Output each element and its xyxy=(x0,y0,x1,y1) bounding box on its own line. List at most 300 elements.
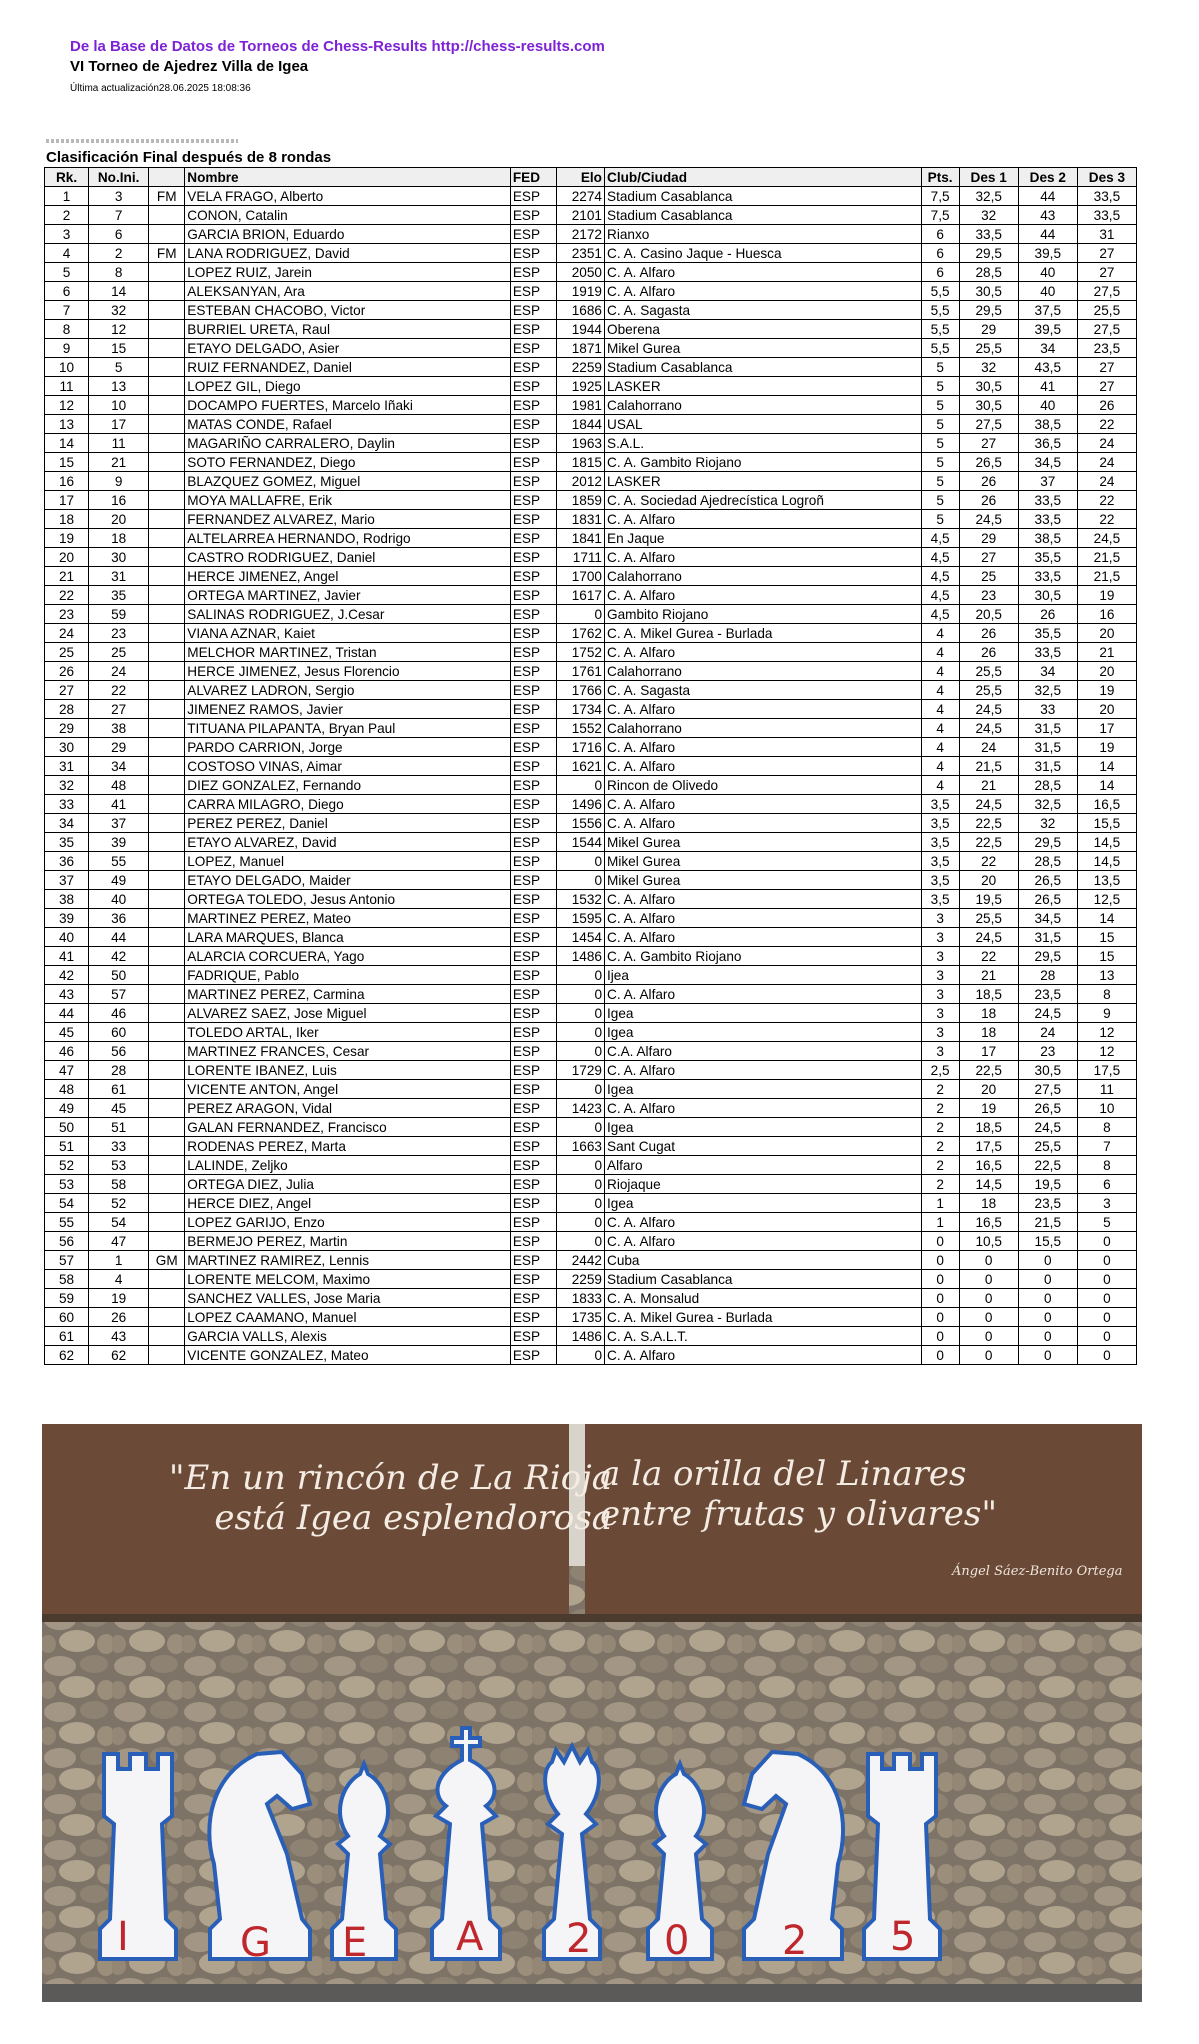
cell-points: 0 xyxy=(921,1308,959,1327)
cell-tb1: 29 xyxy=(959,320,1018,339)
table-row xyxy=(45,396,1137,415)
cell-tb3: 24,5 xyxy=(1077,529,1136,548)
cell-club: C. A. Alfaro xyxy=(605,795,922,814)
cell-start-no: 52 xyxy=(89,1194,149,1213)
cell-name: PEREZ PEREZ, Daniel xyxy=(185,814,511,833)
cell-name: VELA FRAGO, Alberto xyxy=(185,187,511,206)
cell-name: GALAN FERNANDEZ, Francisco xyxy=(185,1118,511,1137)
cell-tb3: 9 xyxy=(1077,1004,1136,1023)
cell-tb1: 30,5 xyxy=(959,282,1018,301)
cell-fed: ESP xyxy=(510,624,556,643)
cell-tb1: 26 xyxy=(959,643,1018,662)
cell-start-no: 58 xyxy=(89,1175,149,1194)
cell-points: 3 xyxy=(921,966,959,985)
cell-title xyxy=(149,852,185,871)
cell-name: COSTOSO VINAS, Aimar xyxy=(185,757,511,776)
cell-tb3: 21,5 xyxy=(1077,567,1136,586)
cell-fed: ESP xyxy=(510,1194,556,1213)
cell-rank: 45 xyxy=(45,1023,89,1042)
cell-title xyxy=(149,909,185,928)
cell-rank: 3 xyxy=(45,225,89,244)
cell-start-no: 57 xyxy=(89,985,149,1004)
cell-elo: 1981 xyxy=(556,396,604,415)
cell-tb3: 27,5 xyxy=(1077,282,1136,301)
standings-body xyxy=(45,187,1137,1365)
cell-tb2: 0 xyxy=(1018,1308,1077,1327)
cell-name: SOTO FERNANDEZ, Diego xyxy=(185,453,511,472)
cell-points: 0 xyxy=(921,1251,959,1270)
cell-tb2: 0 xyxy=(1018,1251,1077,1270)
cell-name: ORTEGA MARTINEZ, Javier xyxy=(185,586,511,605)
cell-tb1: 24,5 xyxy=(959,510,1018,529)
cell-name: LOPEZ RUIZ, Jarein xyxy=(185,263,511,282)
cell-tb1: 0 xyxy=(959,1289,1018,1308)
cell-tb1: 30,5 xyxy=(959,377,1018,396)
cell-club: Rincon de Olivedo xyxy=(605,776,922,795)
cell-start-no: 29 xyxy=(89,738,149,757)
cell-points: 4 xyxy=(921,624,959,643)
cell-elo: 2442 xyxy=(556,1251,604,1270)
cell-points: 0 xyxy=(921,1270,959,1289)
cell-start-no: 55 xyxy=(89,852,149,871)
col-tb3: Des 3 xyxy=(1077,168,1136,187)
cell-points: 0 xyxy=(921,1346,959,1365)
cell-start-no: 15 xyxy=(89,339,149,358)
cell-name: LANA RODRIGUEZ, David xyxy=(185,244,511,263)
cell-start-no: 59 xyxy=(89,605,149,624)
cell-start-no: 48 xyxy=(89,776,149,795)
cell-tb3: 13 xyxy=(1077,966,1136,985)
cell-club: LASKER xyxy=(605,377,922,396)
cell-name: LOPEZ CAAMANO, Manuel xyxy=(185,1308,511,1327)
cell-tb3: 19 xyxy=(1077,586,1136,605)
cell-elo: 1595 xyxy=(556,909,604,928)
cell-name: FERNANDEZ ALVAREZ, Mario xyxy=(185,510,511,529)
cell-start-no: 2 xyxy=(89,244,149,263)
cell-tb3: 0 xyxy=(1077,1251,1136,1270)
cell-name: ETAYO DELGADO, Asier xyxy=(185,339,511,358)
cell-tb3: 31 xyxy=(1077,225,1136,244)
cell-title xyxy=(149,1061,185,1080)
cell-tb3: 23,5 xyxy=(1077,339,1136,358)
letter-1: I xyxy=(117,1914,129,1960)
cell-fed: ESP xyxy=(510,966,556,985)
cell-rank: 6 xyxy=(45,282,89,301)
cell-club: Mikel Gurea xyxy=(605,339,922,358)
cell-rank: 62 xyxy=(45,1346,89,1365)
table-row xyxy=(45,1080,1137,1099)
table-row xyxy=(45,1194,1137,1213)
table-row xyxy=(45,966,1137,985)
cell-elo: 1919 xyxy=(556,282,604,301)
cell-elo: 1963 xyxy=(556,434,604,453)
table-row xyxy=(45,871,1137,890)
cell-tb2: 36,5 xyxy=(1018,434,1077,453)
cell-rank: 56 xyxy=(45,1232,89,1251)
table-row xyxy=(45,1099,1137,1118)
cell-tb1: 21 xyxy=(959,966,1018,985)
cell-name: MARTINEZ PEREZ, Mateo xyxy=(185,909,511,928)
cell-tb1: 21 xyxy=(959,776,1018,795)
cell-club: Stadium Casablanca xyxy=(605,206,922,225)
cell-club: C. A. Alfaro xyxy=(605,890,922,909)
table-row xyxy=(45,833,1137,852)
cell-fed: ESP xyxy=(510,681,556,700)
cell-tb2: 26 xyxy=(1018,605,1077,624)
cell-rank: 10 xyxy=(45,358,89,377)
cell-points: 3 xyxy=(921,1042,959,1061)
cell-title xyxy=(149,206,185,225)
cell-fed: ESP xyxy=(510,890,556,909)
cell-fed: ESP xyxy=(510,586,556,605)
cell-name: ETAYO DELGADO, Maider xyxy=(185,871,511,890)
cell-club: C. A. Sagasta xyxy=(605,681,922,700)
cell-tb3: 21 xyxy=(1077,643,1136,662)
cell-tb1: 26 xyxy=(959,624,1018,643)
cell-fed: ESP xyxy=(510,719,556,738)
cell-elo: 1663 xyxy=(556,1137,604,1156)
table-row xyxy=(45,491,1137,510)
cell-rank: 41 xyxy=(45,947,89,966)
cell-tb2: 30,5 xyxy=(1018,1061,1077,1080)
cell-tb1: 20 xyxy=(959,1080,1018,1099)
cell-elo: 0 xyxy=(556,1346,604,1365)
cell-tb2: 32 xyxy=(1018,814,1077,833)
cell-title xyxy=(149,985,185,1004)
cell-title xyxy=(149,567,185,586)
cell-tb3: 19 xyxy=(1077,738,1136,757)
cell-fed: ESP xyxy=(510,1099,556,1118)
cell-rank: 12 xyxy=(45,396,89,415)
cell-title xyxy=(149,453,185,472)
cell-rank: 1 xyxy=(45,187,89,206)
cell-title xyxy=(149,510,185,529)
cell-fed: ESP xyxy=(510,1023,556,1042)
cell-rank: 60 xyxy=(45,1308,89,1327)
cell-tb3: 12 xyxy=(1077,1042,1136,1061)
cell-tb2: 39,5 xyxy=(1018,320,1077,339)
cell-tb1: 32 xyxy=(959,358,1018,377)
cell-tb3: 0 xyxy=(1077,1308,1136,1327)
cell-tb3: 16,5 xyxy=(1077,795,1136,814)
cell-rank: 25 xyxy=(45,643,89,662)
cell-start-no: 45 xyxy=(89,1099,149,1118)
cell-points: 2 xyxy=(921,1156,959,1175)
cell-tb1: 0 xyxy=(959,1251,1018,1270)
cell-elo: 0 xyxy=(556,1213,604,1232)
table-row xyxy=(45,206,1137,225)
cell-title xyxy=(149,339,185,358)
letter-6: 0 xyxy=(664,1918,690,1964)
table-row xyxy=(45,1137,1137,1156)
cell-elo: 1486 xyxy=(556,1327,604,1346)
cell-name: GARCIA VALLS, Alexis xyxy=(185,1327,511,1346)
cell-rank: 14 xyxy=(45,434,89,453)
cell-elo: 0 xyxy=(556,1042,604,1061)
letter-8: 5 xyxy=(890,1914,916,1960)
cell-title xyxy=(149,1289,185,1308)
cell-tb2: 38,5 xyxy=(1018,415,1077,434)
cell-tb1: 25,5 xyxy=(959,662,1018,681)
cell-elo: 1496 xyxy=(556,795,604,814)
cell-elo: 1871 xyxy=(556,339,604,358)
cell-start-no: 53 xyxy=(89,1156,149,1175)
col-points: Pts. xyxy=(921,168,959,187)
cell-name: FADRIQUE, Pablo xyxy=(185,966,511,985)
table-row xyxy=(45,700,1137,719)
cell-tb2: 31,5 xyxy=(1018,719,1077,738)
cell-start-no: 37 xyxy=(89,814,149,833)
cell-club: C. A. Alfaro xyxy=(605,263,922,282)
cell-tb2: 0 xyxy=(1018,1327,1077,1346)
cell-name: DOCAMPO FUERTES, Marcelo Iñaki xyxy=(185,396,511,415)
cell-elo: 1734 xyxy=(556,700,604,719)
cell-elo: 0 xyxy=(556,1023,604,1042)
table-row xyxy=(45,301,1137,320)
cell-tb3: 19 xyxy=(1077,681,1136,700)
cell-tb1: 16,5 xyxy=(959,1156,1018,1175)
cell-tb1: 0 xyxy=(959,1270,1018,1289)
cell-start-no: 39 xyxy=(89,833,149,852)
cell-tb3: 14,5 xyxy=(1077,833,1136,852)
cell-tb1: 26 xyxy=(959,491,1018,510)
cell-start-no: 47 xyxy=(89,1232,149,1251)
cell-rank: 58 xyxy=(45,1270,89,1289)
cell-fed: ESP xyxy=(510,909,556,928)
cell-rank: 33 xyxy=(45,795,89,814)
cell-elo: 0 xyxy=(556,1232,604,1251)
cell-tb2: 38,5 xyxy=(1018,529,1077,548)
table-row xyxy=(45,339,1137,358)
table-row xyxy=(45,263,1137,282)
cell-fed: ESP xyxy=(510,757,556,776)
cell-club: S.A.L. xyxy=(605,434,922,453)
cell-points: 4 xyxy=(921,681,959,700)
cell-club: Calahorrano xyxy=(605,719,922,738)
cell-club: Igea xyxy=(605,1023,922,1042)
cell-name: ORTEGA TOLEDO, Jesus Antonio xyxy=(185,890,511,909)
cell-fed: ESP xyxy=(510,472,556,491)
table-row xyxy=(45,681,1137,700)
cell-tb3: 22 xyxy=(1077,415,1136,434)
cell-tb1: 22 xyxy=(959,947,1018,966)
table-row xyxy=(45,1156,1137,1175)
cell-name: RUIZ FERNANDEZ, Daniel xyxy=(185,358,511,377)
cell-points: 3,5 xyxy=(921,795,959,814)
cell-tb2: 34,5 xyxy=(1018,453,1077,472)
cell-points: 3 xyxy=(921,947,959,966)
cell-start-no: 27 xyxy=(89,700,149,719)
cell-fed: ESP xyxy=(510,852,556,871)
cell-name: ALVAREZ SAEZ, Jose Miguel xyxy=(185,1004,511,1023)
cell-title xyxy=(149,662,185,681)
cell-points: 5,5 xyxy=(921,320,959,339)
cell-tb3: 20 xyxy=(1077,662,1136,681)
cell-rank: 24 xyxy=(45,624,89,643)
col-elo: Elo xyxy=(556,168,604,187)
cell-tb1: 25,5 xyxy=(959,339,1018,358)
cell-club: Calahorrano xyxy=(605,396,922,415)
cell-start-no: 35 xyxy=(89,586,149,605)
cell-title xyxy=(149,1213,185,1232)
cell-start-no: 23 xyxy=(89,624,149,643)
cell-points: 2 xyxy=(921,1118,959,1137)
cell-start-no: 62 xyxy=(89,1346,149,1365)
cell-tb1: 18 xyxy=(959,1004,1018,1023)
cell-fed: ESP xyxy=(510,776,556,795)
cell-tb2: 31,5 xyxy=(1018,928,1077,947)
cell-rank: 46 xyxy=(45,1042,89,1061)
cell-tb1: 22,5 xyxy=(959,833,1018,852)
cell-tb2: 30,5 xyxy=(1018,586,1077,605)
cell-title xyxy=(149,1137,185,1156)
cell-fed: ESP xyxy=(510,301,556,320)
cell-points: 5 xyxy=(921,434,959,453)
cell-club: Calahorrano xyxy=(605,662,922,681)
cell-rank: 59 xyxy=(45,1289,89,1308)
cell-club: C. A. Alfaro xyxy=(605,586,922,605)
cell-start-no: 26 xyxy=(89,1308,149,1327)
table-row xyxy=(45,187,1137,206)
cell-tb3: 8 xyxy=(1077,1118,1136,1137)
cell-name: HERCE JIMENEZ, Jesus Florencio xyxy=(185,662,511,681)
table-row xyxy=(45,1175,1137,1194)
cell-tb3: 0 xyxy=(1077,1289,1136,1308)
cell-fed: ESP xyxy=(510,396,556,415)
cell-tb3: 13,5 xyxy=(1077,871,1136,890)
cell-tb1: 22 xyxy=(959,852,1018,871)
cell-points: 4 xyxy=(921,719,959,738)
cell-tb1: 30,5 xyxy=(959,396,1018,415)
cell-fed: ESP xyxy=(510,1118,556,1137)
cell-tb1: 21,5 xyxy=(959,757,1018,776)
table-row xyxy=(45,1270,1137,1289)
cell-points: 4 xyxy=(921,662,959,681)
cell-tb1: 26 xyxy=(959,472,1018,491)
cell-rank: 21 xyxy=(45,567,89,586)
cell-title: FM xyxy=(149,244,185,263)
cell-fed: ESP xyxy=(510,282,556,301)
cell-tb1: 25,5 xyxy=(959,681,1018,700)
cell-tb1: 24 xyxy=(959,738,1018,757)
cell-fed: ESP xyxy=(510,1042,556,1061)
cell-start-no: 25 xyxy=(89,643,149,662)
cell-points: 4 xyxy=(921,757,959,776)
cell-club: C. A. Sagasta xyxy=(605,301,922,320)
cell-tb3: 24 xyxy=(1077,472,1136,491)
cell-title xyxy=(149,529,185,548)
cell-club: Igea xyxy=(605,1080,922,1099)
cell-rank: 4 xyxy=(45,244,89,263)
col-tb1: Des 1 xyxy=(959,168,1018,187)
cell-tb2: 22,5 xyxy=(1018,1156,1077,1175)
col-rank: Rk. xyxy=(45,168,89,187)
cell-tb1: 19 xyxy=(959,1099,1018,1118)
cell-points: 4,5 xyxy=(921,548,959,567)
table-row xyxy=(45,1346,1137,1365)
cell-club: C. A. Alfaro xyxy=(605,928,922,947)
cell-fed: ESP xyxy=(510,415,556,434)
cell-points: 4,5 xyxy=(921,567,959,586)
cell-rank: 39 xyxy=(45,909,89,928)
cell-name: MAGARIÑO CARRALERO, Daylin xyxy=(185,434,511,453)
cell-rank: 19 xyxy=(45,529,89,548)
cell-name: LALINDE, Zeljko xyxy=(185,1156,511,1175)
cell-start-no: 4 xyxy=(89,1270,149,1289)
cell-name: CASTRO RODRIGUEZ, Daniel xyxy=(185,548,511,567)
cell-tb3: 17 xyxy=(1077,719,1136,738)
table-row xyxy=(45,586,1137,605)
letter-2: G xyxy=(240,1920,271,1966)
cell-start-no: 8 xyxy=(89,263,149,282)
sign-shadow xyxy=(42,1614,1142,1622)
cell-tb2: 34,5 xyxy=(1018,909,1077,928)
quote-right xyxy=(600,1454,1100,1534)
cell-fed: ESP xyxy=(510,1289,556,1308)
cell-points: 5 xyxy=(921,453,959,472)
cell-elo: 1716 xyxy=(556,738,604,757)
tournament-title: VI Torneo de Ajedrez Villa de Igea xyxy=(70,58,309,75)
cell-tb1: 33,5 xyxy=(959,225,1018,244)
cell-points: 3,5 xyxy=(921,814,959,833)
table-row xyxy=(45,434,1137,453)
cell-elo: 1762 xyxy=(556,624,604,643)
cell-start-no: 12 xyxy=(89,320,149,339)
cell-tb3: 15,5 xyxy=(1077,814,1136,833)
cell-start-no: 46 xyxy=(89,1004,149,1023)
cell-elo: 1729 xyxy=(556,1061,604,1080)
cell-club: Calahorrano xyxy=(605,567,922,586)
cell-elo: 1454 xyxy=(556,928,604,947)
cell-tb3: 8 xyxy=(1077,985,1136,1004)
cell-name: MATAS CONDE, Rafael xyxy=(185,415,511,434)
cell-start-no: 49 xyxy=(89,871,149,890)
cell-club: Sant Cugat xyxy=(605,1137,922,1156)
cell-title xyxy=(149,225,185,244)
cell-tb1: 24,5 xyxy=(959,700,1018,719)
cell-tb1: 0 xyxy=(959,1346,1018,1365)
cell-fed: ESP xyxy=(510,738,556,757)
cell-tb1: 24,5 xyxy=(959,795,1018,814)
cell-name: SANCHEZ VALLES, Jose Maria xyxy=(185,1289,511,1308)
cell-tb1: 32,5 xyxy=(959,187,1018,206)
cell-tb2: 37,5 xyxy=(1018,301,1077,320)
cell-club: C. A. Alfaro xyxy=(605,909,922,928)
cell-elo: 1735 xyxy=(556,1308,604,1327)
cell-rank: 53 xyxy=(45,1175,89,1194)
cell-start-no: 22 xyxy=(89,681,149,700)
cell-fed: ESP xyxy=(510,795,556,814)
table-row xyxy=(45,795,1137,814)
cell-rank: 9 xyxy=(45,339,89,358)
col-name: Nombre xyxy=(185,168,511,187)
cell-tb1: 18,5 xyxy=(959,985,1018,1004)
cell-elo: 1925 xyxy=(556,377,604,396)
cell-club: Mikel Gurea xyxy=(605,852,922,871)
cell-elo: 0 xyxy=(556,852,604,871)
cell-club: C. A. Alfaro xyxy=(605,1213,922,1232)
cell-points: 7,5 xyxy=(921,206,959,225)
col-fed: FED xyxy=(510,168,556,187)
cell-points: 5,5 xyxy=(921,339,959,358)
cell-points: 3 xyxy=(921,909,959,928)
cell-tb3: 14 xyxy=(1077,757,1136,776)
cell-rank: 34 xyxy=(45,814,89,833)
cell-title xyxy=(149,548,185,567)
cell-title xyxy=(149,928,185,947)
cell-points: 5 xyxy=(921,472,959,491)
cell-title xyxy=(149,1080,185,1099)
